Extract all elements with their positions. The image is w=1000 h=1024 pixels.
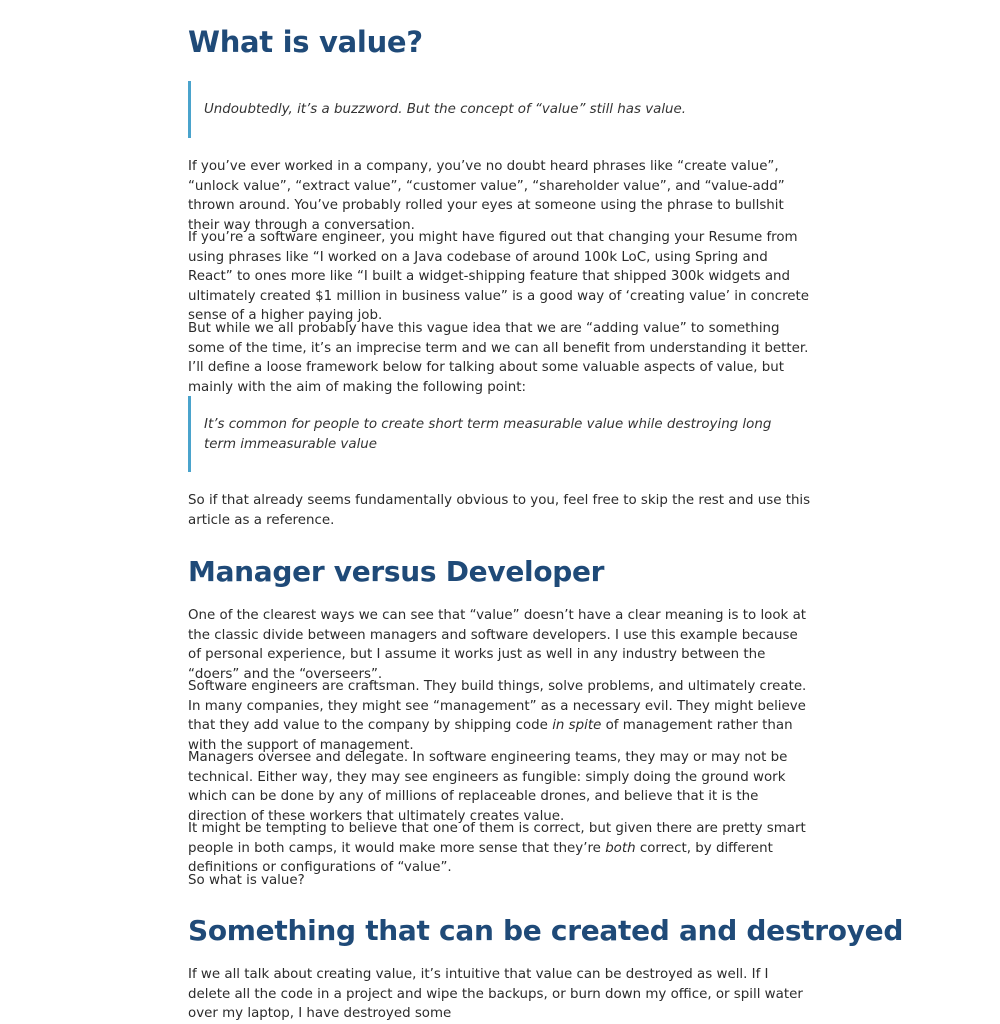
paragraph-vague-idea: But while we all probably have this vague idea that we are “adding value” to something some of the time, it’s an imprecise term and we can all benefit from understanding it better. I’ll define a loose framework below for talking about some valuable aspects of value, but mainly with the aim of making the following point: (188, 321, 809, 395)
section-heading-manager-developer: Manager versus Developer (188, 555, 605, 588)
emphasis-both: both (605, 840, 636, 856)
article-title: What is value? (188, 25, 423, 59)
pull-quote-main-point (188, 396, 814, 472)
text-segment: correct, by different definitions or configurations of “value”. (188, 840, 773, 876)
pull-quote-text: It’s common for people to create short term measurable value while destroying long term immeasurable value (204, 417, 772, 452)
text-segment: of management rather than with the support of management. (188, 718, 793, 753)
pull-quote-buzzword (188, 81, 814, 138)
text-segment: Software engineers are craftsman. They build things, solve problems, and ultimately create. In many companies, they might see “management” as a necessary evil. They might believe that they add value to the company by shipping code (188, 679, 807, 734)
paragraph-so-what-is-value: So what is value? (188, 873, 305, 888)
text-segment: It might be tempting to believe that one of them is correct, but given there are pretty smart people in both camps, it would make more sense that they’re (188, 821, 806, 856)
paragraph-managers: Managers oversee and delegate. In software engineering teams, they may or may not be technical. Either way, they may see engineers as fungible: simply doing the ground work which can be done by any of millions of replaceable drones, and believe that it is the direction of these workers that ultimately creates value. (188, 750, 788, 824)
paragraph-creating-destroying: If we all talk about creating value, it’s intuitive that value can be destroyed as well. If I delete all the code in a project and wipe the backups, or burn down my office, or spill water over my laptop, I have destroyed some (188, 967, 803, 1022)
pull-quote-text: Undoubtedly, it’s a buzzword. But the concept of “value” still has value. (204, 102, 687, 117)
emphasis-in-spite: in spite (552, 718, 602, 734)
paragraph-buzzword-phrases: If you’ve ever worked in a company, you’ve no doubt heard phrases like “create value”, “unlock value”, “extract value”, “customer value”, “shareholder value”, and “value-add” thrown around. You’ve probably rolled your eyes at someone using the phrase to bullshit their way through a conversation. (188, 159, 785, 233)
paragraph-resume: If you’re a software engineer, you might have figured out that changing your Resume from using phrases like “I worked on a Java codebase of around 100k LoC, using Spring and React” to ones more like “I built a widget-shipping feature that shipped 300k widgets and ultimately created $1 million in business value” is a good way of ‘creating value’ in concrete sense of a higher paying job. (188, 230, 810, 324)
section-heading-created-destroyed: Something that can be created and destroyed (188, 914, 904, 947)
paragraph-both-correct (188, 819, 814, 878)
paragraph-skip-rest: So if that already seems fundamentally obvious to you, feel free to skip the rest and use this article as a reference. (188, 493, 811, 528)
paragraph-classic-divide: One of the clearest ways we can see that “value” doesn’t have a clear meaning is to look at the classic divide between managers and software developers. I use this example because of personal experience, but I assume it works just as well in any industry between the “doers” and the “overseers”. (188, 608, 807, 682)
paragraph-software-engineers (188, 677, 814, 755)
